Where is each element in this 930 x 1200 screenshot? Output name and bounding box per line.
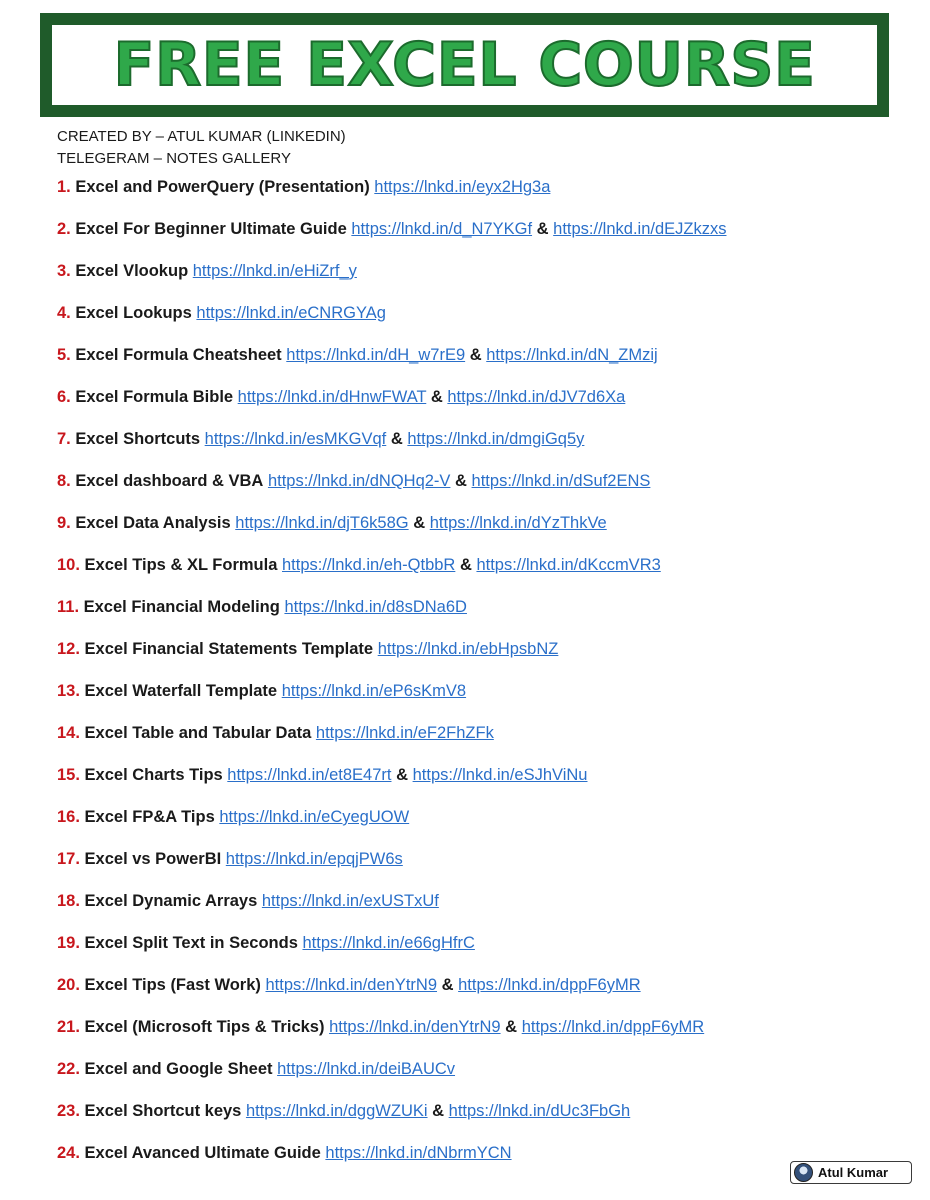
item-number: 12.	[57, 640, 80, 658]
link-separator: &	[441, 976, 454, 994]
course-link[interactable]: https://lnkd.in/dEJZkzxs	[553, 220, 727, 238]
course-link[interactable]: https://lnkd.in/et8E47rt	[227, 766, 392, 784]
item-title: Excel Charts Tips	[84, 766, 223, 784]
item-title: Excel Tips (Fast Work)	[84, 976, 261, 994]
item-number: 7.	[57, 430, 71, 448]
item-number: 9.	[57, 514, 71, 532]
item-title: Excel Vlookup	[75, 262, 189, 280]
item-title: Excel dashboard & VBA	[75, 472, 264, 490]
list-item	[57, 215, 917, 257]
course-link[interactable]: https://lnkd.in/eCNRGYAg	[196, 304, 386, 322]
item-number: 23.	[57, 1102, 80, 1120]
course-link[interactable]: https://lnkd.in/e66gHfrC	[302, 934, 475, 952]
course-link[interactable]: https://lnkd.in/dmgiGq5y	[407, 430, 585, 448]
list-item	[57, 1139, 917, 1181]
item-number: 22.	[57, 1060, 80, 1078]
course-link[interactable]: https://lnkd.in/d_N7YKGf	[351, 220, 533, 238]
item-number: 21.	[57, 1018, 80, 1036]
list-item	[57, 383, 917, 425]
list-item	[57, 929, 917, 971]
course-link[interactable]: https://lnkd.in/djT6k58G	[235, 514, 409, 532]
course-link[interactable]: https://lnkd.in/dHnwFWAT	[237, 388, 427, 406]
link-separator: &	[432, 1102, 445, 1120]
title-banner	[40, 13, 889, 117]
link-separator: &	[455, 472, 467, 490]
link-separator: &	[459, 556, 472, 574]
list-item	[57, 341, 917, 383]
link-separator: &	[469, 346, 482, 364]
course-link[interactable]: https://lnkd.in/dggWZUKi	[245, 1102, 428, 1120]
item-title: Excel Shortcuts	[75, 430, 201, 448]
item-title: Excel Table and Tabular Data	[84, 724, 312, 742]
course-link[interactable]: https://lnkd.in/dYzThkVe	[429, 514, 607, 532]
link-separator: &	[536, 220, 549, 238]
list-item	[57, 971, 917, 1013]
course-link[interactable]: https://lnkd.in/eh-QtbbR	[282, 556, 456, 574]
item-number: 17.	[57, 850, 80, 868]
list-item	[57, 509, 917, 551]
course-link[interactable]: https://lnkd.in/eSJhViNu	[412, 766, 588, 784]
course-link[interactable]: https://lnkd.in/denYtrN9	[329, 1018, 501, 1036]
course-link[interactable]: https://lnkd.in/esMKGVqf	[204, 430, 387, 448]
list-item	[57, 467, 917, 509]
course-link[interactable]: https://lnkd.in/eF2FhZFk	[315, 724, 494, 742]
item-number: 19.	[57, 934, 80, 952]
list-item	[57, 257, 917, 299]
course-link[interactable]: https://lnkd.in/epqjPW6s	[225, 850, 403, 868]
list-item	[57, 173, 917, 215]
item-title: Excel and Google Sheet	[84, 1060, 273, 1078]
item-number: 8.	[57, 472, 71, 490]
item-number: 5.	[57, 346, 71, 364]
course-link[interactable]: https://lnkd.in/dSuf2ENS	[471, 472, 651, 490]
item-number: 20.	[57, 976, 80, 994]
item-number: 13.	[57, 682, 80, 700]
course-link[interactable]: https://lnkd.in/eP6sKmV8	[281, 682, 467, 700]
item-number: 14.	[57, 724, 80, 742]
item-title: Excel Formula Cheatsheet	[75, 346, 282, 364]
item-number: 1.	[57, 178, 71, 196]
item-title: Excel Tips & XL Formula	[84, 556, 278, 574]
list-item	[57, 677, 917, 719]
list-item	[57, 551, 917, 593]
item-number: 18.	[57, 892, 80, 910]
item-title: Excel and PowerQuery (Presentation)	[75, 178, 370, 196]
course-link[interactable]: https://lnkd.in/dN_ZMzij	[486, 346, 658, 364]
item-number: 24.	[57, 1144, 80, 1162]
author-badge[interactable]	[790, 1161, 912, 1184]
item-title: Excel Dynamic Arrays	[84, 892, 258, 910]
list-item	[57, 845, 917, 887]
list-item	[57, 635, 917, 677]
course-link[interactable]: https://lnkd.in/dKccmVR3	[476, 556, 661, 574]
item-number: 11.	[57, 598, 80, 616]
item-title: Excel FP&A Tips	[84, 808, 215, 826]
list-item	[57, 803, 917, 845]
course-link[interactable]: https://lnkd.in/eCyegUOW	[219, 808, 410, 826]
course-link[interactable]: https://lnkd.in/denYtrN9	[265, 976, 438, 994]
author-name: Atul Kumar	[818, 1165, 889, 1180]
item-title: Excel Financial Statements Template	[84, 640, 374, 658]
course-link[interactable]: https://lnkd.in/exUSTxUf	[261, 892, 439, 910]
credits	[57, 126, 346, 170]
course-link[interactable]: https://lnkd.in/deiBAUCv	[277, 1060, 456, 1078]
list-item	[57, 299, 917, 341]
item-number: 2.	[57, 220, 71, 238]
link-separator: &	[430, 388, 443, 406]
list-item	[57, 593, 917, 635]
item-title: Excel vs PowerBI	[84, 850, 222, 868]
course-link[interactable]: https://lnkd.in/d8sDNa6D	[284, 598, 467, 616]
item-title: Excel Avanced Ultimate Guide	[84, 1144, 321, 1162]
item-title: Excel Financial Modeling	[83, 598, 280, 616]
item-title: Excel For Beginner Ultimate Guide	[75, 220, 347, 238]
created-by-text: CREATED BY – ATUL KUMAR (LINKEDIN)	[57, 128, 346, 145]
list-item	[57, 1055, 917, 1097]
item-number: 4.	[57, 304, 71, 322]
link-separator: &	[390, 430, 403, 448]
item-title: Excel Formula Bible	[75, 388, 234, 406]
link-separator: &	[396, 766, 408, 784]
course-link[interactable]: https://lnkd.in/dUc3FbGh	[448, 1102, 631, 1120]
list-item	[57, 1097, 917, 1139]
course-link[interactable]: https://lnkd.in/dH_w7rE9	[286, 346, 466, 364]
link-separator: &	[505, 1018, 518, 1036]
link-separator: &	[413, 514, 426, 532]
item-title: Excel Data Analysis	[75, 514, 231, 532]
item-title: Excel Lookups	[75, 304, 192, 322]
course-link[interactable]: https://lnkd.in/ebHpsbNZ	[377, 640, 559, 658]
course-link[interactable]: https://lnkd.in/dNQHq2-V	[267, 472, 451, 490]
item-title: Excel Waterfall Template	[84, 682, 278, 700]
item-title: Excel Split Text in Seconds	[84, 934, 298, 952]
item-number: 16.	[57, 808, 80, 826]
course-link[interactable]: https://lnkd.in/eyx2Hg3a	[374, 178, 551, 196]
list-item	[57, 1013, 917, 1055]
course-link[interactable]: https://lnkd.in/dppF6yMR	[521, 1018, 705, 1036]
list-item	[57, 887, 917, 929]
telegram-text: TELEGERAM – NOTES GALLERY	[57, 150, 291, 167]
course-link[interactable]: https://lnkd.in/dJV7d6Xa	[447, 388, 626, 406]
item-title: Excel (Microsoft Tips & Tricks)	[84, 1018, 325, 1036]
avatar-icon	[794, 1163, 813, 1182]
page-title: FREE EXCEL COURSE	[113, 30, 816, 100]
list-item	[57, 719, 917, 761]
item-number: 6.	[57, 388, 71, 406]
course-list	[57, 173, 917, 1181]
item-number: 3.	[57, 262, 71, 280]
course-link[interactable]: https://lnkd.in/dNbrmYCN	[325, 1144, 512, 1162]
item-number: 10.	[57, 556, 80, 574]
course-link[interactable]: https://lnkd.in/dppF6yMR	[458, 976, 641, 994]
list-item	[57, 761, 917, 803]
item-number: 15.	[57, 766, 80, 784]
course-link[interactable]: https://lnkd.in/eHiZrf_y	[192, 262, 357, 280]
item-title: Excel Shortcut keys	[84, 1102, 242, 1120]
list-item	[57, 425, 917, 467]
